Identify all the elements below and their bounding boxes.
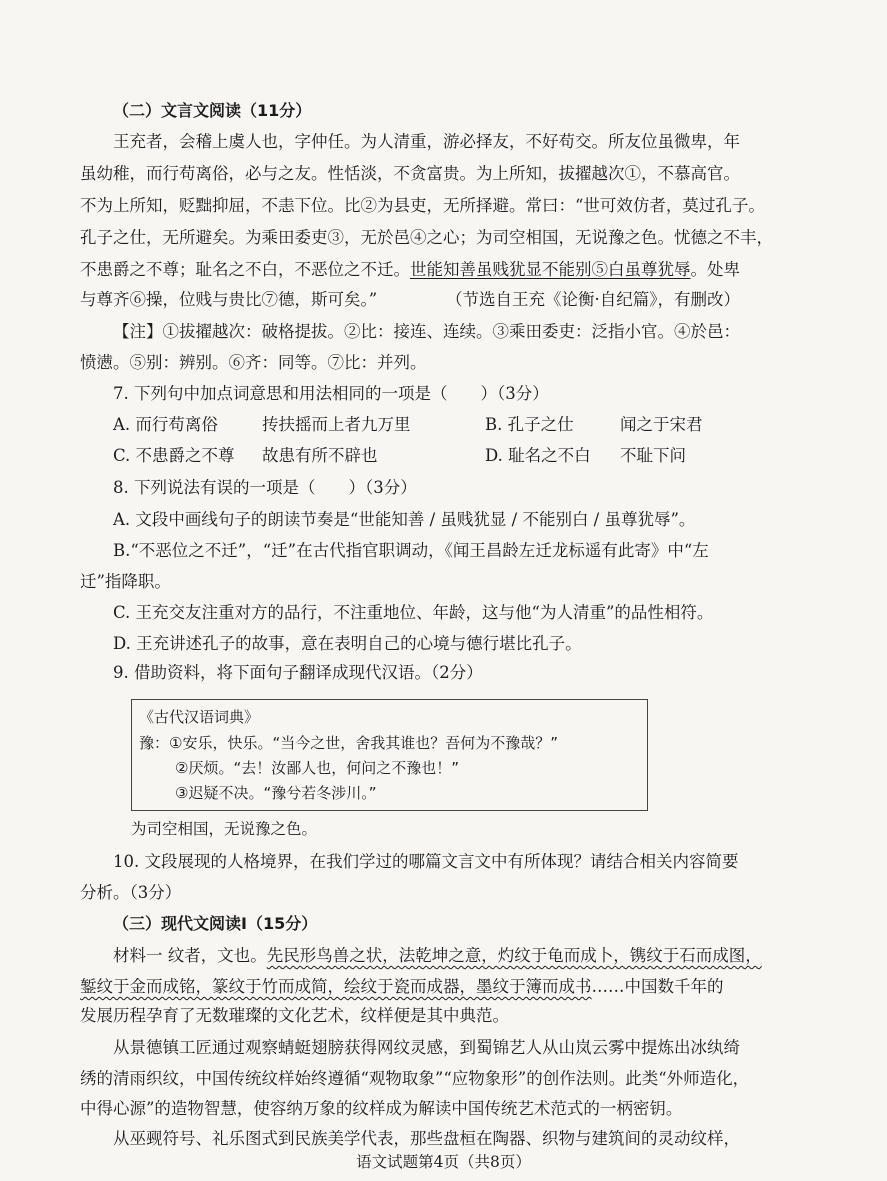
q8-option-d: D. 王充讲述孔子的故事，意在表明自己的心境与德行堪比孔子。 [113,634,582,653]
page-footer: 语文试题第4页（共8页） [356,1153,531,1171]
material-label: 材料一 [113,946,163,965]
q8-option-a: A. 文段中画线句子的朗读节奏是“世能知善 / 虽贱犹显 / 不能别白 / 虽尊犹辱”。 [113,510,696,529]
passage-text: 。处卑 [690,260,740,279]
q7-option-c: C. 不患爵之不尊 [113,446,235,465]
wavy-underlined-text: 錾纹于金而成铭，篆纹于竹而成简，绘纹于瓷而成器，墨纹于簿而成书 [80,977,592,996]
underlined-sentence: 世能知善虽贱犹显不能别⑤白虽尊犹辱 [410,260,691,279]
material-text: ……中国数千年的 [591,977,724,996]
dictionary-entry: ③迟疑不决。“豫兮若冬涉川。” [175,784,377,802]
passage-line [80,259,740,281]
q7-option-b-compare: 闻之于宋君 [620,415,703,434]
passage-text: 不患爵之不尊；耻名之不白，不恶位之不迁。 [80,260,410,279]
material-text: 纹者，文也。 [167,946,267,965]
paragraph-line: 中得心源”的造物智慧，使容纳万象的纹样成为解读中国传统艺术范式的一柄密钥。 [80,1099,683,1118]
question-9-stem: 9. 借助资料，将下面句子翻译成现代汉语。（2分） [113,663,483,682]
material-line: 发展历程孕育了无数璀璨的文化艺术，纹样便是其中典范。 [80,1006,509,1025]
passage-line [80,289,377,311]
section-heading: （二）文言文阅读（11分） [113,101,312,120]
question-10-stem: 10. 文段展现的人格境界，在我们学过的哪篇文言文中有所体现？请结合相关内容简要 [113,852,739,871]
question-7-stem: 7. 下列句中加点词意思和用法相同的一项是（ ）（3分） [113,384,549,403]
paragraph-line: 从景德镇工匠通过观察蜻蜓翅膀获得网纹灵感，到蜀锦艺人从山岚云雾中提炼出冰纨绮 [113,1038,740,1057]
q7-option-a: A. 而行苟离俗 [113,415,218,434]
wavy-underlined-text: 先民形鸟兽之状，法乾坤之意，灼纹于龟而成卜，镌纹于石而成图， [266,946,762,965]
q7-option-c-compare: 故患有所不辟也 [262,446,378,465]
question-10-cont: 分析。（3分） [80,883,182,902]
material-line [113,945,762,967]
dictionary-entry: ②厌烦。“去！汝鄙人也，何问之不豫也！” [175,759,459,777]
paragraph-line: 绣的清雨织纹，中国传统纹样始终遵循“观物取象”“应物象形”的创作法则。此类“外师造化， [80,1069,750,1088]
q7-option-d: D. 耻名之不白 [485,446,591,465]
passage-text: 与尊齐⑥操，位贱与贵比⑦德，斯可矣。” [80,290,378,309]
dictionary-title: 《古代汉语词典》 [139,708,260,726]
q8-option-b: B.“不恶位之不迁”，“迁”在古代指官职调动，《闻王昌龄左迁龙标遥有此寄》中“左 [113,541,709,560]
material-line [80,976,724,998]
notes-line: 【注】①拔擢越次：破格提拔。②比：接连、连续。③乘田委吏：泛指小官。④於邑： [113,322,740,341]
notes-line: 愤懑。⑤别：辨别。⑥齐：同等。⑦比：并列。 [80,353,427,372]
passage-line: 孔子之仕，无所避矣。为乘田委吏③，无於邑④之心；为司空相国，无说豫之色。忧德之不丰， [80,228,773,247]
q7-option-b: B. 孔子之仕 [485,415,574,434]
passage-line: 虽幼稚，而行苟离俗，必与之友。性恬淡，不贪富贵。为上所知，拔擢越次①，不慕高官。 [80,164,740,183]
dictionary-box [131,699,648,811]
section-heading: （三）现代文阅读Ⅰ（15分） [113,914,318,933]
q8-option-c: C. 王充交友注重对方的品行，不注重地位、年龄，这与他“为人清重”的品性相符。 [113,603,714,622]
passage-line: 不为上所知，贬黜抑屈，不恚下位。比②为县吏，无所择避。常曰：“世可效仿者，莫过孔子。 [80,196,765,215]
q7-option-d-compare: 不耻下问 [620,446,686,465]
q8-option-b-cont: 迁”指降职。 [80,572,171,591]
q7-option-a-compare: 抟扶摇而上者九万里 [262,415,411,434]
passage-line: 王充者，会稽上虞人也，字仲任。为人清重，游必择友，不好苟交。所友位虽微卑，年 [113,132,740,151]
translate-sentence: 为司空相国，无说豫之色。 [131,820,318,838]
paragraph-line: 从巫觋符号、礼乐图式到民族美学代表，那些盘桓在陶器、织物与建筑间的灵动纹样， [113,1129,740,1148]
dictionary-entry: 豫：①安乐，快乐。“当今之世，舍我其谁也？吾何为不豫哉？” [139,734,558,752]
source-citation: （节选自王充《论衡·自纪篇》，有删改） [446,290,740,309]
question-8-stem: 8. 下列说法有误的一项是（ ）（3分） [113,478,417,497]
